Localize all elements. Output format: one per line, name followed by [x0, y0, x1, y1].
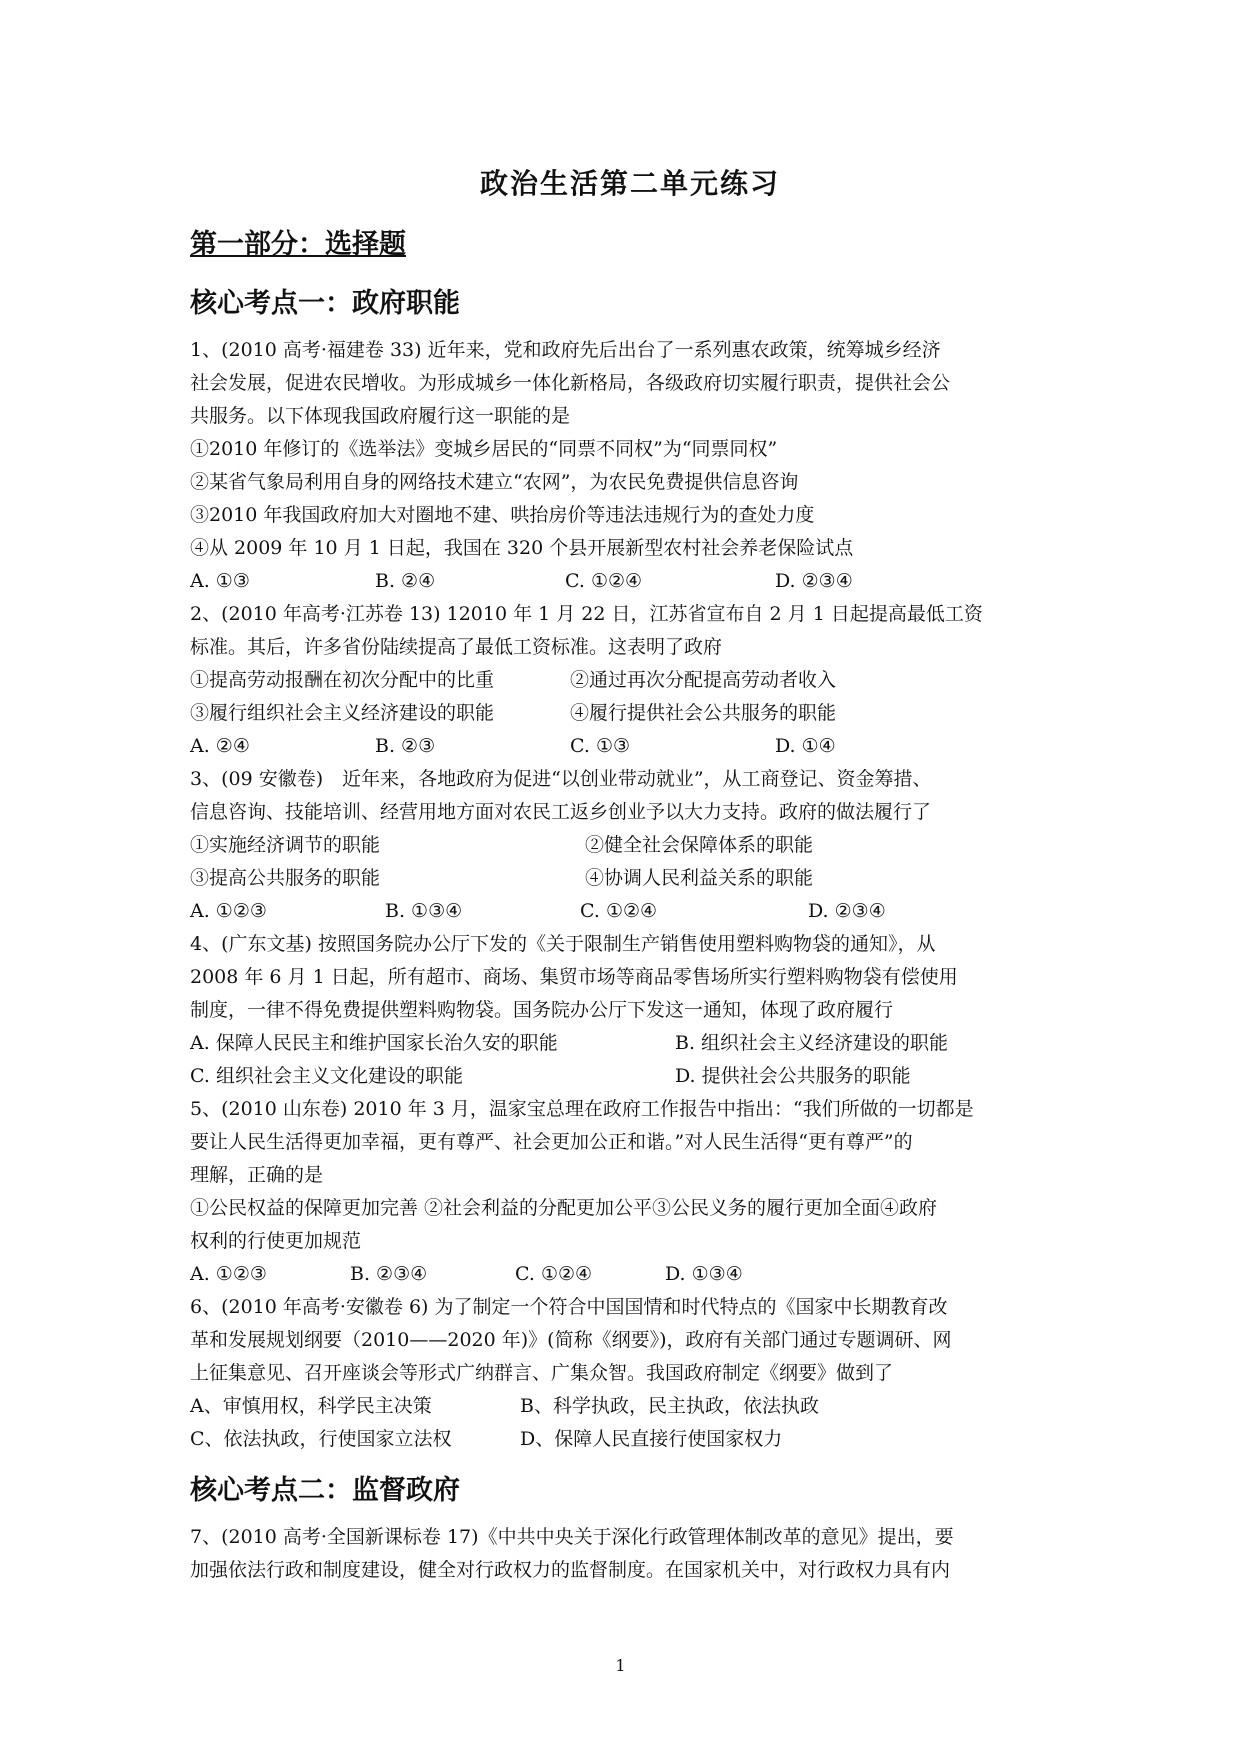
- statement-row: [190, 697, 1070, 730]
- option-a: A. 保障人民民主和维护国家长治久安的职能: [190, 1032, 558, 1054]
- question-line: 制度，一律不得免费提供塑料购物袋。国务院办公厅下发这一通知，体现了政府履行: [190, 999, 894, 1021]
- option-c: C. ①②④: [565, 570, 643, 592]
- question-5: [190, 1093, 1070, 1291]
- option-c: C. ①②④: [580, 900, 658, 922]
- question-line: 7、(2010 高考·全国新课标卷 17)《中共中央关于深化行政管理体制改革的意见》提出，要: [190, 1526, 954, 1548]
- question-7: [190, 1521, 1070, 1587]
- option-c: C、依法执政，行使国家立法权: [190, 1428, 452, 1450]
- statement-row: [190, 862, 1070, 895]
- question-line: 革和发展规划纲要（2010——2020 年)》(简称《纲要》)，政府有关部门通过专题调研、网: [190, 1329, 952, 1351]
- option-c: C. ①③: [570, 735, 631, 757]
- statement: ②健全社会保障体系的职能: [585, 834, 814, 856]
- statement: ④履行提供社会公共服务的职能: [570, 702, 837, 724]
- statement-row: [190, 829, 1070, 862]
- option-c: C. ①②④: [515, 1263, 593, 1285]
- option-d: D. ①③④: [665, 1263, 743, 1285]
- option-a: A. ①②③: [190, 1263, 267, 1285]
- option-d: D. ②③④: [808, 900, 886, 922]
- question-line: 权利的行使更加规范: [190, 1230, 362, 1252]
- page-number: 1: [615, 1656, 626, 1675]
- section-heading-2: 核心考点二：监督政府: [190, 1475, 460, 1506]
- option-b: B. ②③: [375, 735, 436, 757]
- question-line: ③2010 年我国政府加大对圈地不建、哄抬房价等违法违规行为的查处力度: [190, 504, 815, 526]
- answer-options: [190, 1258, 1070, 1291]
- option-a: A、审慎用权，科学民主决策: [190, 1395, 432, 1417]
- statement: ③履行组织社会主义经济建设的职能: [190, 702, 495, 724]
- question-line: 6、(2010 年高考·安徽卷 6) 为了制定一个符合中国国情和时代特点的《国家中长期教育改: [190, 1296, 948, 1318]
- question-line: 2008 年 6 月 1 日起，所有超市、商场、集贸市场等商品零售场所实行塑料购物袋有偿使用: [190, 966, 958, 988]
- statement: ③提高公共服务的职能: [190, 867, 381, 889]
- part-heading: 第一部分：选择题: [190, 229, 406, 260]
- option-row: [190, 1423, 1070, 1456]
- option-b: B. ②③④: [350, 1263, 428, 1285]
- question-line: 4、(广东文基) 按照国务院办公厅下发的《关于限制生产销售使用塑料购物袋的通知》，从: [190, 933, 936, 955]
- question-line: 上征集意见、召开座谈会等形式广纳群言、广集众智。我国政府制定《纲要》做到了: [190, 1362, 894, 1384]
- question-line: ①2010 年修订的《选举法》变城乡居民的“同票不同权”为“同票同权”: [190, 438, 778, 460]
- question-line: 标准。其后，许多省份陆续提高了最低工资标准。这表明了政府: [190, 636, 723, 658]
- answer-options: [190, 565, 1070, 598]
- option-b: B. ①③④: [385, 900, 463, 922]
- option-row: [190, 1027, 1070, 1060]
- answer-options: [190, 895, 1070, 928]
- option-d: D. 提供社会公共服务的职能: [675, 1065, 911, 1087]
- question-3: [190, 763, 1070, 928]
- statement-row: [190, 664, 1070, 697]
- answer-options: [190, 730, 1070, 763]
- question-1: [190, 334, 1070, 598]
- question-line: 要让人民生活得更加幸福，更有尊严、社会更加公正和谐。”对人民生活得“更有尊严”的: [190, 1131, 913, 1153]
- question-line: 信息咨询、技能培训、经营用地方面对农民工返乡创业予以大力支持。政府的做法履行了: [190, 801, 932, 823]
- question-line: 共服务。以下体现我国政府履行这一职能的是: [190, 405, 571, 427]
- question-line: ①公民权益的保障更加完善 ②社会利益的分配更加公平③公民义务的履行更加全面④政府: [190, 1197, 938, 1219]
- option-b: B. ②④: [375, 570, 436, 592]
- question-line: 加强依法行政和制度建设，健全对行政权力的监督制度。在国家机关中，对行政权力具有内: [190, 1559, 951, 1581]
- option-b: B. 组织社会主义经济建设的职能: [675, 1032, 949, 1054]
- question-line: ②某省气象局利用自身的网络技术建立“农网”，为农民免费提供信息咨询: [190, 471, 799, 493]
- question-6: [190, 1291, 1070, 1456]
- statement: ②通过再次分配提高劳动者收入: [570, 669, 837, 691]
- option-d: D、保障人民直接行使国家权力: [520, 1428, 783, 1450]
- question-line: 社会发展，促进农民增收。为形成城乡一体化新格局，各级政府切实履行职责，提供社会公: [190, 372, 951, 394]
- option-row: [190, 1060, 1070, 1093]
- question-4: [190, 928, 1070, 1093]
- document-content: [190, 162, 1070, 1587]
- statement: ①提高劳动报酬在初次分配中的比重: [190, 669, 495, 691]
- page-title: 政治生活第二单元练习: [479, 167, 780, 200]
- question-line: 5、(2010 山东卷) 2010 年 3 月，温家宝总理在政府工作报告中指出：“我们所做的一切都是: [190, 1098, 974, 1120]
- question-line: 1、(2010 高考·福建卷 33) 近年来，党和政府先后出台了一系列惠农政策，统筹城乡经济: [190, 339, 941, 361]
- question-line: 理解，正确的是: [190, 1164, 324, 1186]
- option-d: D. ①④: [775, 735, 836, 757]
- option-a: A. ①②③: [190, 900, 267, 922]
- question-2: [190, 598, 1070, 763]
- option-d: D. ②③④: [775, 570, 853, 592]
- statement: ①实施经济调节的职能: [190, 834, 381, 856]
- option-row: [190, 1390, 1070, 1423]
- question-line: 2、(2010 年高考·江苏卷 13) 12010 年 1 月 22 日，江苏省宣布自 2 月 1 日起提高最低工资: [190, 603, 983, 625]
- option-b: B、科学执政，民主执政，依法执政: [520, 1395, 819, 1417]
- option-a: A. ①③: [190, 570, 250, 592]
- question-line: 3、(09 安徽卷) 近年来，各地政府为促进“以创业带动就业”，从工商登记、资金筹措、: [190, 768, 932, 790]
- option-c: C. 组织社会主义文化建设的职能: [190, 1065, 463, 1087]
- section-heading-1: 核心考点一：政府职能: [190, 288, 460, 319]
- option-a: A. ②④: [190, 735, 250, 757]
- statement: ④协调人民利益关系的职能: [585, 867, 814, 889]
- question-line: ④从 2009 年 10 月 1 日起，我国在 320 个县开展新型农村社会养老保险试点: [190, 537, 854, 559]
